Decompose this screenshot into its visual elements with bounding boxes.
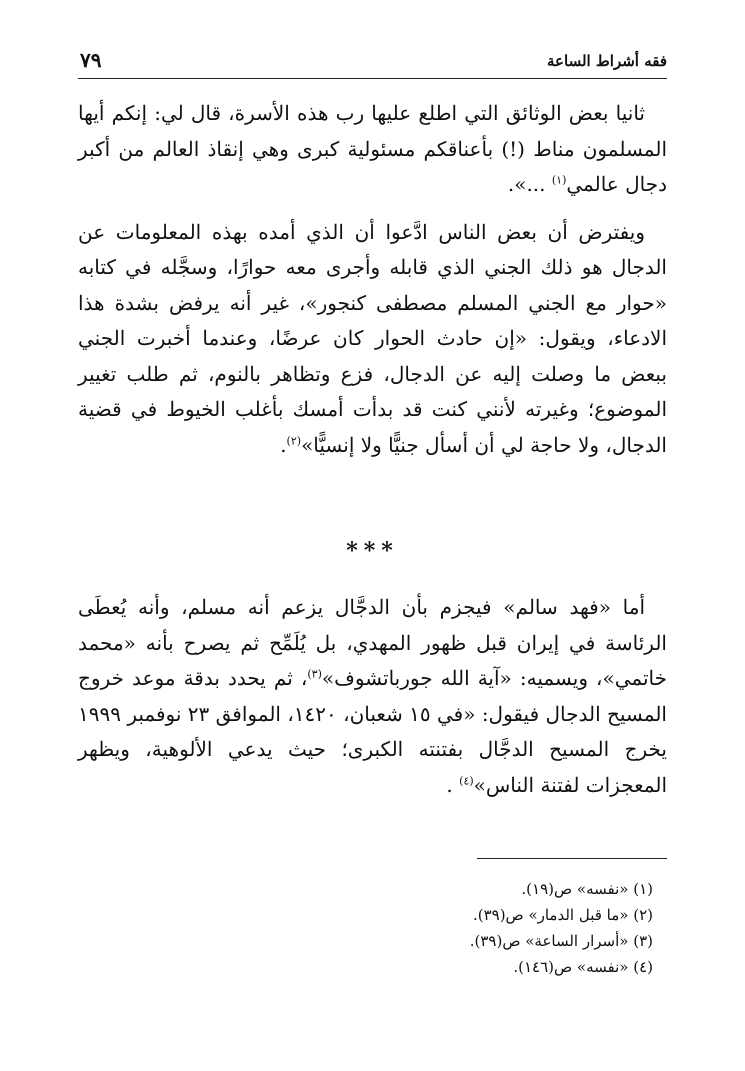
footnote-divider <box>477 858 667 859</box>
footnote-1: (١) «نفسه» ص(١٩). <box>521 880 653 898</box>
paragraph-3-text-b: ، ثم يحدد بدقة موعد خروج المسيح الدجال فيقول: «في ١٥ شعبان، ١٤٢٠، الموافق ٢٣ نوفمبر ١٩٩٩ يخرج المسيح الدجَّال بفتنته الكبرى؛ حيث يدعي الألوهية، ويظهر المعجزات لفتنة الناس» <box>78 666 667 797</box>
footnote-ref-3: (٣) <box>307 667 322 681</box>
page-number: ٧٩ <box>80 48 102 72</box>
paragraph-3-text-a: أما «فهد سالم» فيجزم بأن الدجَّال يزعم أنه مسلم، وأنه يُعطَى الرئاسة في إيران قبل ظهور المهدي، بل يُلَمِّح ثم يصرح بأنه «محمد خاتمي»، ويسميه: «آية الله جورباتشوف» <box>78 595 667 690</box>
main-text-block <box>78 96 667 463</box>
footnotes <box>78 876 667 980</box>
paragraph-2 <box>78 215 667 464</box>
paragraph-1 <box>78 96 667 203</box>
paragraph-1-text: ثانيا بعض الوثائق التي اطلع عليها رب هذه الأسرة، قال لي: إنكم أيها المسلمون مناط (!) بأعناقكم مسئولية كبرى وهي إنقاذ العالم من أكبر دجال عالمي <box>78 101 667 196</box>
paragraph-1-tail: ...». <box>507 172 546 196</box>
footnote-2: (٢) «ما قبل الدمار» ص(٣٩). <box>472 906 653 924</box>
main-text-block-2 <box>78 590 667 803</box>
footnote-4: (٤) «نفسه» ص(١٤٦). <box>513 958 653 976</box>
running-header <box>78 44 667 79</box>
footnote-ref-2: (٢) <box>286 433 302 447</box>
running-title: فقه أشراط الساعة <box>547 52 667 70</box>
footnote-3: (٣) «أسرار الساعة» ص(٣٩). <box>469 932 653 950</box>
paragraph-3-tail: . <box>446 772 453 797</box>
paragraph-3 <box>78 590 667 803</box>
paragraph-2-text: ويفترض أن بعض الناس ادَّعوا أن الذي أمده بهذه المعلومات عن الدجال هو ذلك الجني الذي قابله وأجرى معه حوارًا، وسجَّله في كتابه «حوار مع الجني المسلم مصطفى كنجور»، غير أنه يرفض بشدة هذا الادعاء، ويقول: «إن حادث الحوار كان عرضًا، وعندما أخبرت الجني ببعض ما وصلت إليه عن الدجال، فزع وتظاهر بالنوم، ثم طلب تغيير الموضوع؛ وغيرته لأنني كنت قد بدأت أمسك بأغلب الخيوط في قضية الدجال، ولا حاجة لي أن أسأل جنيًّا ولا إنسيًّا» <box>78 219 667 457</box>
footnote-ref-1: (١) <box>551 173 567 187</box>
footnote-ref-4: (٤) <box>459 773 474 787</box>
paragraph-2-tail: . <box>280 432 287 457</box>
section-separator: *** <box>346 538 399 564</box>
